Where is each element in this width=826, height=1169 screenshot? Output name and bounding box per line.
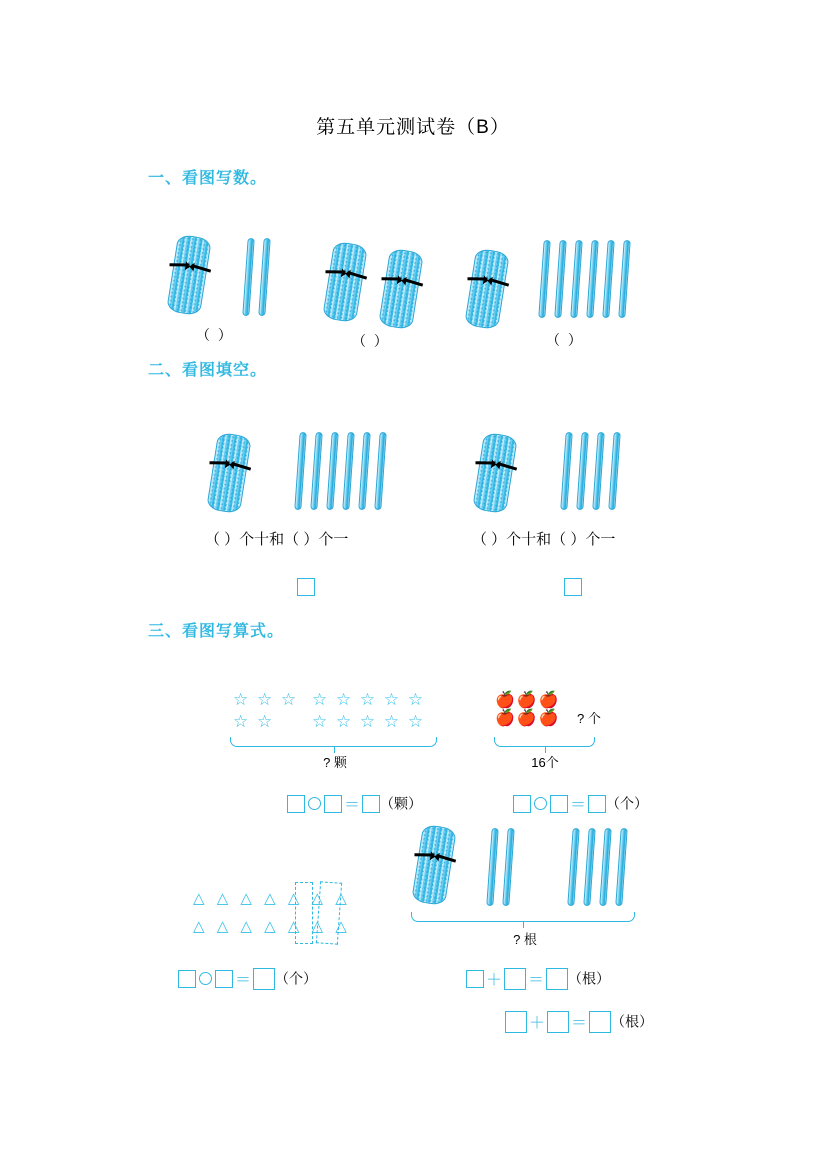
stick-icon (538, 240, 550, 318)
stick-eq2-equals: ＝ (571, 1015, 588, 1032)
stick-problem-group-b (570, 828, 625, 906)
stick-icon (608, 432, 620, 510)
ten-bundle-icon (206, 432, 252, 514)
stick-icon (570, 240, 582, 318)
stick-icon (294, 432, 306, 510)
stick-icon (567, 828, 579, 906)
q2-item-2-text[interactable]: （ ）个十和（ ）个一 (472, 531, 616, 548)
triangle-eq-unit: （个） (275, 970, 318, 987)
q2-item-1-answer-box[interactable] (297, 578, 315, 596)
q1-answer-2[interactable]: （ ） (352, 333, 390, 349)
star-brace (230, 737, 437, 747)
q2-item-1-text[interactable]: （ ）个十和（ ）个一 (205, 531, 349, 548)
ten-bundle-icon (378, 248, 424, 330)
apple-eq-box-3[interactable] (588, 795, 606, 813)
section-heading-three: 三、看图写算式。 (148, 623, 285, 640)
stick-icon (583, 828, 595, 906)
apple-brace (494, 737, 595, 747)
apple-brace-label: 16个 (531, 755, 559, 770)
apple-row-2: 🍎🍎🍎 (495, 710, 561, 727)
star-eq-box-3[interactable] (362, 795, 380, 813)
stick-eq1-equals: ＝ (528, 972, 545, 989)
q2-item-1-sticks (297, 432, 384, 510)
triangle-eq-operator-circle[interactable] (199, 972, 212, 985)
q2-item-2-answer-box[interactable] (564, 578, 582, 596)
stick-eq1-unit: （根） (568, 970, 611, 987)
stick-icon (586, 240, 598, 318)
stick-icon (310, 432, 322, 510)
star-equation[interactable] (287, 792, 422, 815)
stick-eq2-plus: ＋ (529, 1015, 546, 1032)
apple-row-1: 🍎🍎🍎 (495, 692, 561, 709)
apple-eq-box-1[interactable] (513, 795, 531, 813)
stick-eq1-box-2[interactable] (504, 968, 526, 990)
stick-icon (599, 828, 611, 906)
q1-group-1-bundle (172, 236, 206, 314)
stick-problem-group-a (489, 828, 512, 906)
star-row-1-left: ☆ ☆ ☆ (233, 690, 299, 709)
ten-bundle-icon (166, 234, 212, 316)
stick-icon (358, 432, 370, 510)
star-row-2-right: ☆ ☆ ☆ ☆ ☆ (312, 712, 426, 731)
ten-bundle-icon (464, 248, 510, 330)
q1-answer-3[interactable]: （ ） (546, 332, 584, 348)
stick-equation-2[interactable] (505, 1010, 653, 1033)
stick-icon (258, 238, 270, 316)
triangle-equation[interactable] (178, 967, 317, 990)
stick-icon (486, 828, 498, 906)
stick-eq2-unit: （根） (611, 1013, 654, 1030)
star-eq-unit: （颗） (380, 795, 423, 812)
triangle-eq-box-2[interactable] (215, 970, 233, 988)
ten-bundle-icon (472, 432, 518, 514)
stick-eq1-box-1[interactable] (466, 970, 484, 988)
star-eq-box-2[interactable] (324, 795, 342, 813)
q2-item-1-bundle (212, 434, 246, 512)
ten-bundle-icon (411, 824, 457, 906)
star-row-2-left: ☆ ☆ (233, 712, 275, 731)
triangle-eq-box-1[interactable] (178, 970, 196, 988)
apple-question-label: ? 个 (577, 711, 601, 726)
q1-group-2-bundle-b (384, 250, 418, 328)
triangle-dashed-selection-2 (316, 881, 342, 944)
stick-icon (502, 828, 514, 906)
stick-icon (602, 240, 614, 318)
stick-eq2-box-2[interactable] (547, 1011, 569, 1033)
stick-equation-1[interactable] (466, 967, 610, 990)
stick-eq2-box-3[interactable] (589, 1011, 611, 1033)
apple-eq-operator-circle[interactable] (534, 797, 547, 810)
stick-eq1-plus: ＋ (486, 972, 503, 989)
section-heading-two: 二、看图填空。 (148, 362, 268, 379)
q1-group-1-sticks (245, 238, 268, 316)
q1-group-3-bundle (470, 250, 504, 328)
q1-answer-1[interactable]: （ ） (196, 327, 234, 343)
stick-problem-brace-label: ? 根 (513, 932, 537, 947)
apple-equation[interactable] (513, 792, 648, 815)
stick-problem-brace (411, 912, 635, 922)
q2-item-2-sticks (563, 432, 618, 510)
stick-icon (615, 828, 627, 906)
star-eq-equals: ＝ (344, 797, 361, 814)
triangle-row-1: △ △ △ △ △ △ △ (193, 890, 351, 907)
apple-eq-box-2[interactable] (550, 795, 568, 813)
star-eq-box-1[interactable] (287, 795, 305, 813)
stick-icon (554, 240, 566, 318)
star-row-1-right: ☆ ☆ ☆ ☆ ☆ (312, 690, 426, 709)
star-brace-label: ? 颗 (323, 755, 347, 770)
triangle-eq-equals: ＝ (235, 972, 252, 989)
q1-group-3-sticks (541, 240, 628, 318)
q1-group-2-bundle-a (328, 243, 362, 321)
stick-icon (326, 432, 338, 510)
stick-icon (342, 432, 354, 510)
ten-bundle-icon (322, 241, 368, 323)
stick-icon (592, 432, 604, 510)
page-title: 第五单元测试卷（B） (316, 117, 510, 138)
stick-icon (242, 238, 254, 316)
stick-icon (618, 240, 630, 318)
triangle-dashed-selection-1 (295, 882, 313, 944)
triangle-row-2: △ △ △ △ △ △ △ (193, 918, 351, 935)
triangle-eq-box-3[interactable] (253, 968, 275, 990)
stick-problem-bundle (417, 826, 451, 904)
apple-eq-unit: （个） (606, 795, 649, 812)
stick-icon (560, 432, 572, 510)
stick-icon (576, 432, 588, 510)
star-eq-operator-circle[interactable] (308, 797, 321, 810)
stick-eq1-box-3[interactable] (546, 968, 568, 990)
stick-eq2-box-1[interactable] (505, 1011, 527, 1033)
apple-eq-equals: ＝ (570, 797, 587, 814)
q2-item-2-bundle (478, 434, 512, 512)
section-heading-one: 一、看图写数。 (148, 170, 268, 187)
stick-icon (374, 432, 386, 510)
